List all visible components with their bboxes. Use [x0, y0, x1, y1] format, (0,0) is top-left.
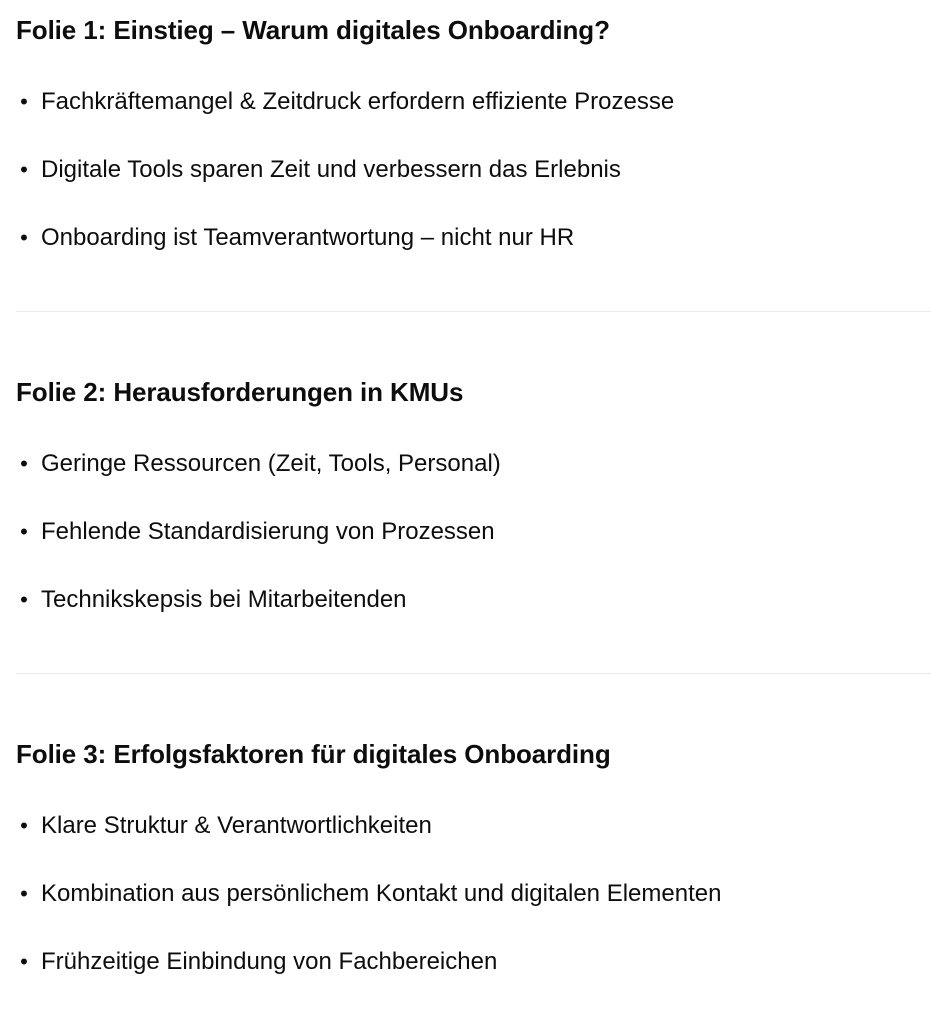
section-heading: Folie 2: Herausforderungen in KMUs [16, 377, 464, 407]
bullet-icon: • [20, 519, 28, 544]
list-item-text: Fachkräftemangel & Zeitdruck erfordern effiziente Prozesse [41, 88, 675, 115]
list-item [16, 87, 674, 117]
list-item [16, 879, 721, 909]
list-item [16, 811, 721, 841]
slide-section-2 [16, 376, 501, 615]
list-item-text: Technikskepsis bei Mitarbeitenden [41, 586, 407, 613]
list-item-text: Kombination aus persönlichem Kontakt und digitalen Elementen [41, 880, 722, 907]
slide-section-3 [16, 738, 721, 977]
bullet-icon: • [20, 813, 28, 838]
list-item [16, 947, 721, 977]
bullet-icon: • [20, 587, 28, 612]
list-item [16, 155, 674, 185]
list-item [16, 585, 501, 615]
list-item [16, 517, 501, 547]
bullet-list [16, 449, 501, 615]
list-item-text: Fehlende Standardisierung von Prozessen [41, 518, 495, 545]
bullet-icon: • [20, 89, 28, 114]
section-divider [16, 311, 931, 312]
bullet-icon: • [20, 225, 28, 250]
bullet-list [16, 811, 721, 977]
list-item-text: Onboarding ist Teamverantwortung – nicht nur HR [41, 224, 575, 251]
list-item [16, 449, 501, 479]
section-heading: Folie 3: Erfolgsfaktoren für digitales Onboarding [16, 739, 611, 769]
list-item-text: Digitale Tools sparen Zeit und verbessern das Erlebnis [41, 156, 621, 183]
bullet-icon: • [20, 157, 28, 182]
list-item-text: Geringe Ressourcen (Zeit, Tools, Personal) [41, 450, 501, 477]
bullet-list [16, 87, 674, 253]
list-item-text: Frühzeitige Einbindung von Fachbereichen [41, 948, 498, 975]
section-divider [16, 673, 931, 674]
list-item-text: Klare Struktur & Verantwortlichkeiten [41, 812, 432, 839]
bullet-icon: • [20, 881, 28, 906]
bullet-icon: • [20, 949, 28, 974]
section-heading: Folie 1: Einstieg – Warum digitales Onboarding? [16, 15, 610, 45]
list-item [16, 223, 674, 253]
bullet-icon: • [20, 451, 28, 476]
slide-section-1 [16, 14, 674, 253]
